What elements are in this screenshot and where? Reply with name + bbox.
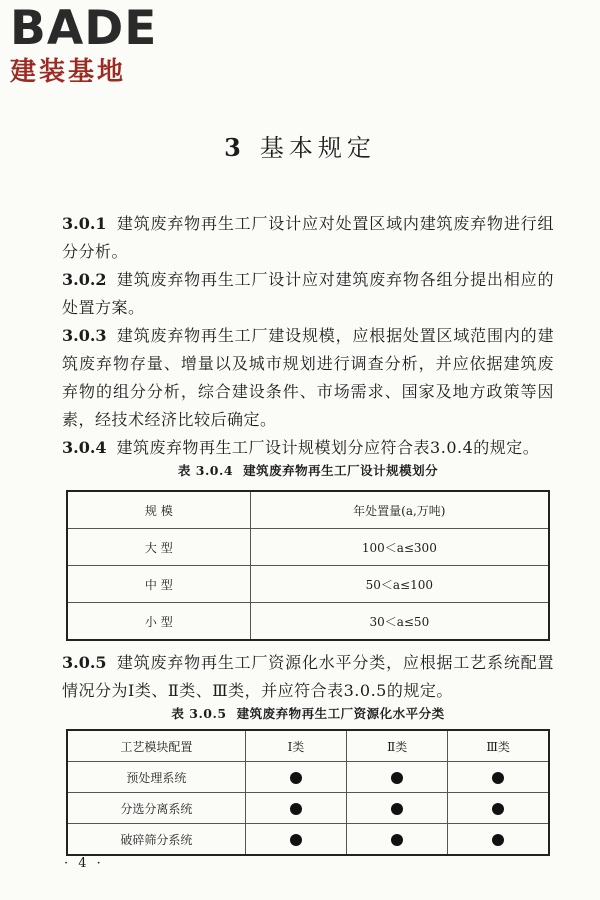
mark-cell xyxy=(245,824,346,856)
header-cell-class-3: Ⅲ类 xyxy=(448,730,549,762)
table-row xyxy=(67,762,549,793)
caption-number: 表 3.0.5 xyxy=(171,706,227,721)
mark-cell xyxy=(347,824,448,856)
scale-cell: 大 型 xyxy=(67,529,250,566)
mark-cell xyxy=(347,762,448,793)
filled-dot-icon xyxy=(290,803,302,815)
caption-title: 建筑废弃物再生工厂设计规模划分 xyxy=(243,463,439,478)
table-3-0-5 xyxy=(66,729,550,856)
page-number: · 4 · xyxy=(64,856,104,871)
scale-cell: 小 型 xyxy=(67,603,250,641)
filled-dot-icon xyxy=(391,772,403,784)
mark-cell xyxy=(245,793,346,824)
header-cell-class-1: Ⅰ类 xyxy=(245,730,346,762)
caption-title: 建筑废弃物再生工厂资源化水平分类 xyxy=(236,706,445,721)
logo-wordmark: BADE xyxy=(10,1,158,56)
capacity-cell: 100＜a≤300 xyxy=(250,529,549,566)
filled-dot-icon xyxy=(391,834,403,846)
filled-dot-icon xyxy=(290,834,302,846)
module-cell: 分选分离系统 xyxy=(67,793,245,824)
table-3-0-5-caption xyxy=(62,705,554,723)
chapter-title: 基本规定 xyxy=(259,134,376,162)
mark-cell xyxy=(448,793,549,824)
table-3-0-4 xyxy=(66,490,550,641)
filled-dot-icon xyxy=(492,803,504,815)
clause-text: 建筑废弃物再生工厂设计应对处置区域内建筑废弃物进行组分分析。 xyxy=(62,214,554,261)
scale-cell: 中 型 xyxy=(67,566,250,603)
filled-dot-icon xyxy=(492,834,504,846)
clause-3-0-4 xyxy=(62,434,554,462)
table-3-0-4-caption xyxy=(62,462,554,480)
table-row xyxy=(67,603,549,641)
table-header-row xyxy=(67,730,549,762)
mark-cell xyxy=(245,762,346,793)
mark-cell xyxy=(347,793,448,824)
table-row xyxy=(67,529,549,566)
page-body xyxy=(62,210,554,856)
filled-dot-icon xyxy=(290,772,302,784)
mark-cell xyxy=(448,762,549,793)
clause-3-0-5 xyxy=(62,649,554,705)
clause-text: 建筑废弃物再生工厂建设规模，应根据处置区域范围内的建筑废弃物存量、增量以及城市规划进行调查分析，并应依据建筑废弃物的组分分析，综合建设条件、市场需求、国家及地方政策等因素，经技术经济比较后确定。 xyxy=(62,326,554,429)
clause-text: 建筑废弃物再生工厂设计应对建筑废弃物各组分提出相应的处置方案。 xyxy=(62,270,554,317)
clause-3-0-1 xyxy=(62,210,554,266)
table-header-row xyxy=(67,491,549,529)
filled-dot-icon xyxy=(391,803,403,815)
clause-text: 建筑废弃物再生工厂资源化水平分类，应根据工艺系统配置情况分为Ⅰ类、Ⅱ类、Ⅲ类，并应符合表3.0.5的规定。 xyxy=(62,653,554,700)
capacity-cell: 30＜a≤50 xyxy=(250,603,549,641)
header-cell-module: 工艺模块配置 xyxy=(67,730,245,762)
header-cell-capacity: 年处置量(a,万吨) xyxy=(250,491,549,529)
clause-number: 3.0.5 xyxy=(62,653,107,672)
filled-dot-icon xyxy=(492,772,504,784)
chapter-heading xyxy=(0,128,600,163)
clause-number: 3.0.3 xyxy=(62,326,107,345)
capacity-cell: 50＜a≤100 xyxy=(250,566,549,603)
mark-cell xyxy=(448,824,549,856)
clause-number: 3.0.4 xyxy=(62,438,107,457)
clause-text: 建筑废弃物再生工厂设计规模划分应符合表3.0.4的规定。 xyxy=(116,438,540,457)
caption-number: 表 3.0.4 xyxy=(177,463,234,478)
module-cell: 破碎筛分系统 xyxy=(67,824,245,856)
clause-number: 3.0.2 xyxy=(62,270,107,289)
logo-subtitle: 建装基地 xyxy=(10,57,127,87)
clause-3-0-2 xyxy=(62,266,554,322)
module-cell: 预处理系统 xyxy=(67,762,245,793)
table-row xyxy=(67,824,549,856)
brand-logo xyxy=(10,1,175,88)
clause-3-0-3 xyxy=(62,322,554,434)
clause-number: 3.0.1 xyxy=(62,214,107,233)
header-cell-scale: 规 模 xyxy=(67,491,250,529)
table-row xyxy=(67,793,549,824)
table-row xyxy=(67,566,549,603)
chapter-number: 3 xyxy=(224,133,246,162)
header-cell-class-2: Ⅱ类 xyxy=(347,730,448,762)
